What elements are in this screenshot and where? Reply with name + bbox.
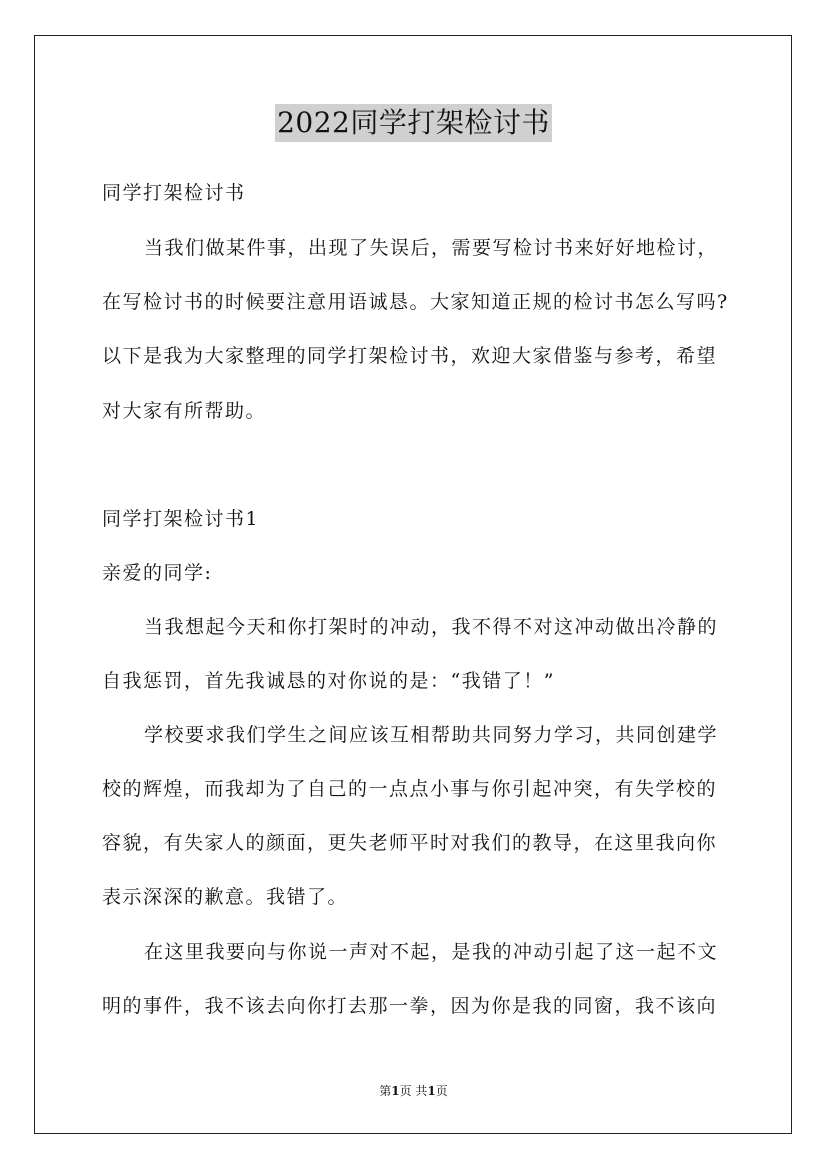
page-prefix: 第 bbox=[379, 1084, 392, 1098]
paragraph-line: 容貌，有失家人的颜面，更失老师平时对我们的教导，在这里我向你 bbox=[102, 832, 718, 854]
paragraph-line: 表示深深的歉意。我错了。 bbox=[102, 886, 349, 908]
paragraph-line: 学校要求我们学生之间应该互相帮助共同努力学习，共同创建学 bbox=[144, 724, 719, 746]
paragraph-line: 以下是我为大家整理的同学打架检讨书，欢迎大家借鉴与参考，希望 bbox=[102, 345, 718, 367]
paragraph-line: 明的事件，我不该去向你打去那一拳，因为你是我的同窗，我不该向 bbox=[102, 995, 718, 1017]
page-total: 1 bbox=[427, 1084, 436, 1098]
document-title: 2022同学打架检讨书 bbox=[275, 104, 552, 142]
paragraph-line: 自我惩罚，首先我诚恳的对你说的是：“我错了！” bbox=[102, 670, 555, 692]
page-footer bbox=[0, 1083, 827, 1099]
section-heading: 同学打架检讨书1 bbox=[102, 508, 260, 530]
salutation: 亲爱的同学: bbox=[102, 562, 213, 584]
paragraph-line: 校的辉煌，而我却为了自己的一点点小事与你引起冲突，有失学校的 bbox=[102, 778, 718, 800]
paragraph-line: 当我想起今天和你打架时的冲动，我不得不对这冲动做出冷静的 bbox=[144, 616, 719, 638]
page-suffix: 页 bbox=[435, 1084, 448, 1098]
paragraph-line: 当我们做某件事，出现了失误后，需要写检讨书来好好地检讨， bbox=[144, 237, 719, 259]
page-mid: 页 共 bbox=[399, 1084, 428, 1098]
paragraph-line: 对大家有所帮助。 bbox=[102, 400, 267, 422]
page-number: 1 bbox=[391, 1084, 400, 1098]
paragraph-line: 在写检讨书的时候要注意用语诚恳。大家知道正规的检讨书怎么写吗? bbox=[102, 291, 729, 313]
paragraph-line: 在这里我要向与你说一声对不起，是我的冲动引起了这一起不文 bbox=[144, 941, 719, 963]
title-container bbox=[0, 104, 827, 142]
section-heading: 同学打架检讨书 bbox=[102, 182, 246, 204]
